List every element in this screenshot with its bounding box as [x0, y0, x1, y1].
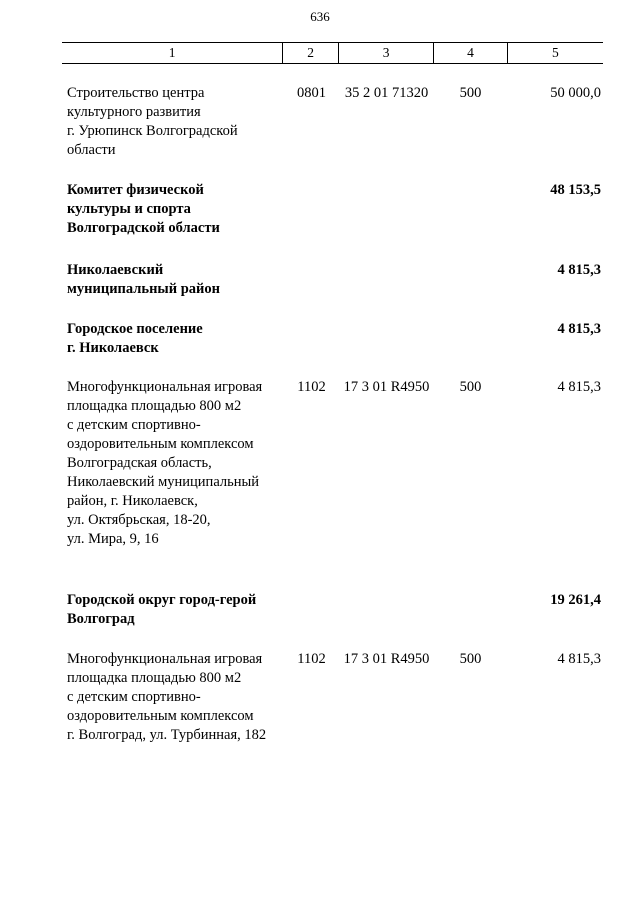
row-section-code — [284, 261, 339, 299]
row-target-article: 17 3 01 R4950 — [343, 379, 430, 395]
row-expense-type: 500 — [459, 651, 482, 667]
row-name-line: Строительство центра — [67, 85, 205, 101]
row-amount: 4 815,3 — [557, 379, 601, 395]
row-name-line: Волгоград — [67, 611, 135, 627]
row-name — [62, 378, 284, 549]
row-name-line: области — [67, 142, 116, 158]
row-expense-type: 500 — [459, 379, 482, 395]
row-expense-type — [434, 591, 507, 629]
row-amount: 19 261,4 — [550, 592, 601, 608]
table-row — [62, 261, 603, 299]
row-name-line: район, г. Николаевск, — [67, 493, 198, 509]
row-name — [62, 261, 284, 299]
row-target-article — [339, 181, 434, 238]
row-section-code — [284, 181, 339, 238]
row-target-article — [339, 261, 434, 299]
row-amount: 50 000,0 — [550, 85, 601, 101]
row-name — [62, 591, 284, 629]
row-expense-type — [434, 261, 507, 299]
row-name-line: площадка площадью 800 м2 — [67, 670, 242, 686]
row-section-code — [284, 320, 339, 358]
table-row — [62, 84, 603, 160]
table-row — [62, 591, 603, 629]
row-name-line: оздоровительным комплексом — [67, 708, 254, 724]
row-target-article — [339, 591, 434, 629]
column-header-2: 2 — [282, 43, 338, 63]
table-row — [62, 181, 603, 238]
row-name-line: Николаевский муниципальный — [67, 474, 259, 490]
row-expense-type: 500 — [459, 85, 482, 101]
row-expense-type — [434, 320, 507, 358]
row-section-code: 0801 — [297, 85, 326, 101]
row-amount: 4 815,3 — [557, 651, 601, 667]
row-amount: 4 815,3 — [557, 262, 601, 278]
row-expense-type — [434, 181, 507, 238]
row-name-line: Многофункциональная игровая — [67, 379, 263, 395]
row-name-line: культурного развития — [67, 104, 201, 120]
table-row — [62, 650, 603, 745]
table-header — [62, 42, 603, 64]
column-header-5: 5 — [507, 43, 603, 63]
column-header-1: 1 — [168, 45, 176, 60]
row-name-line: г. Николаевск — [67, 340, 159, 356]
page-number: 636 — [310, 9, 330, 24]
row-name-line: с детским спортивно- — [67, 417, 201, 433]
row-name-line: г. Волгоград, ул. Турбинная, 182 — [67, 727, 267, 743]
row-name-line: площадка площадью 800 м2 — [67, 398, 242, 414]
row-name-line: Волгоградская область, — [67, 455, 212, 471]
row-name-line: муниципальный район — [67, 281, 221, 297]
table-row — [62, 378, 603, 549]
row-section-code: 1102 — [297, 651, 326, 667]
row-name-line: Городское поселение — [67, 321, 203, 337]
row-name-line: Волгоградской области — [67, 220, 220, 236]
row-target-article — [339, 320, 434, 358]
row-name-line: ул. Мира, 9, 16 — [67, 531, 159, 547]
row-amount: 4 815,3 — [557, 321, 601, 337]
column-header-3: 3 — [338, 43, 433, 63]
table-row — [62, 320, 603, 358]
row-section-code: 1102 — [297, 379, 326, 395]
row-amount: 48 153,5 — [550, 182, 601, 198]
row-name-line: Городской округ город-герой — [67, 592, 257, 608]
row-target-article: 17 3 01 R4950 — [343, 651, 430, 667]
row-target-article: 35 2 01 71320 — [344, 85, 429, 101]
row-name — [62, 320, 284, 358]
row-name-line: Многофункциональная игровая — [67, 651, 263, 667]
row-section-code — [284, 591, 339, 629]
row-name — [62, 650, 284, 745]
row-name-line: ул. Октябрьская, 18-20, — [67, 512, 211, 528]
row-name — [62, 181, 284, 238]
row-name — [62, 84, 284, 160]
row-name-line: с детским спортивно- — [67, 689, 201, 705]
row-name-line: культуры и спорта — [67, 201, 191, 217]
column-header-4: 4 — [433, 43, 506, 63]
row-name-line: оздоровительным комплексом — [67, 436, 254, 452]
row-name-line: Комитет физической — [67, 182, 204, 198]
row-name-line: Николаевский — [67, 262, 164, 278]
row-name-line: г. Урюпинск Волгоградской — [67, 123, 238, 139]
